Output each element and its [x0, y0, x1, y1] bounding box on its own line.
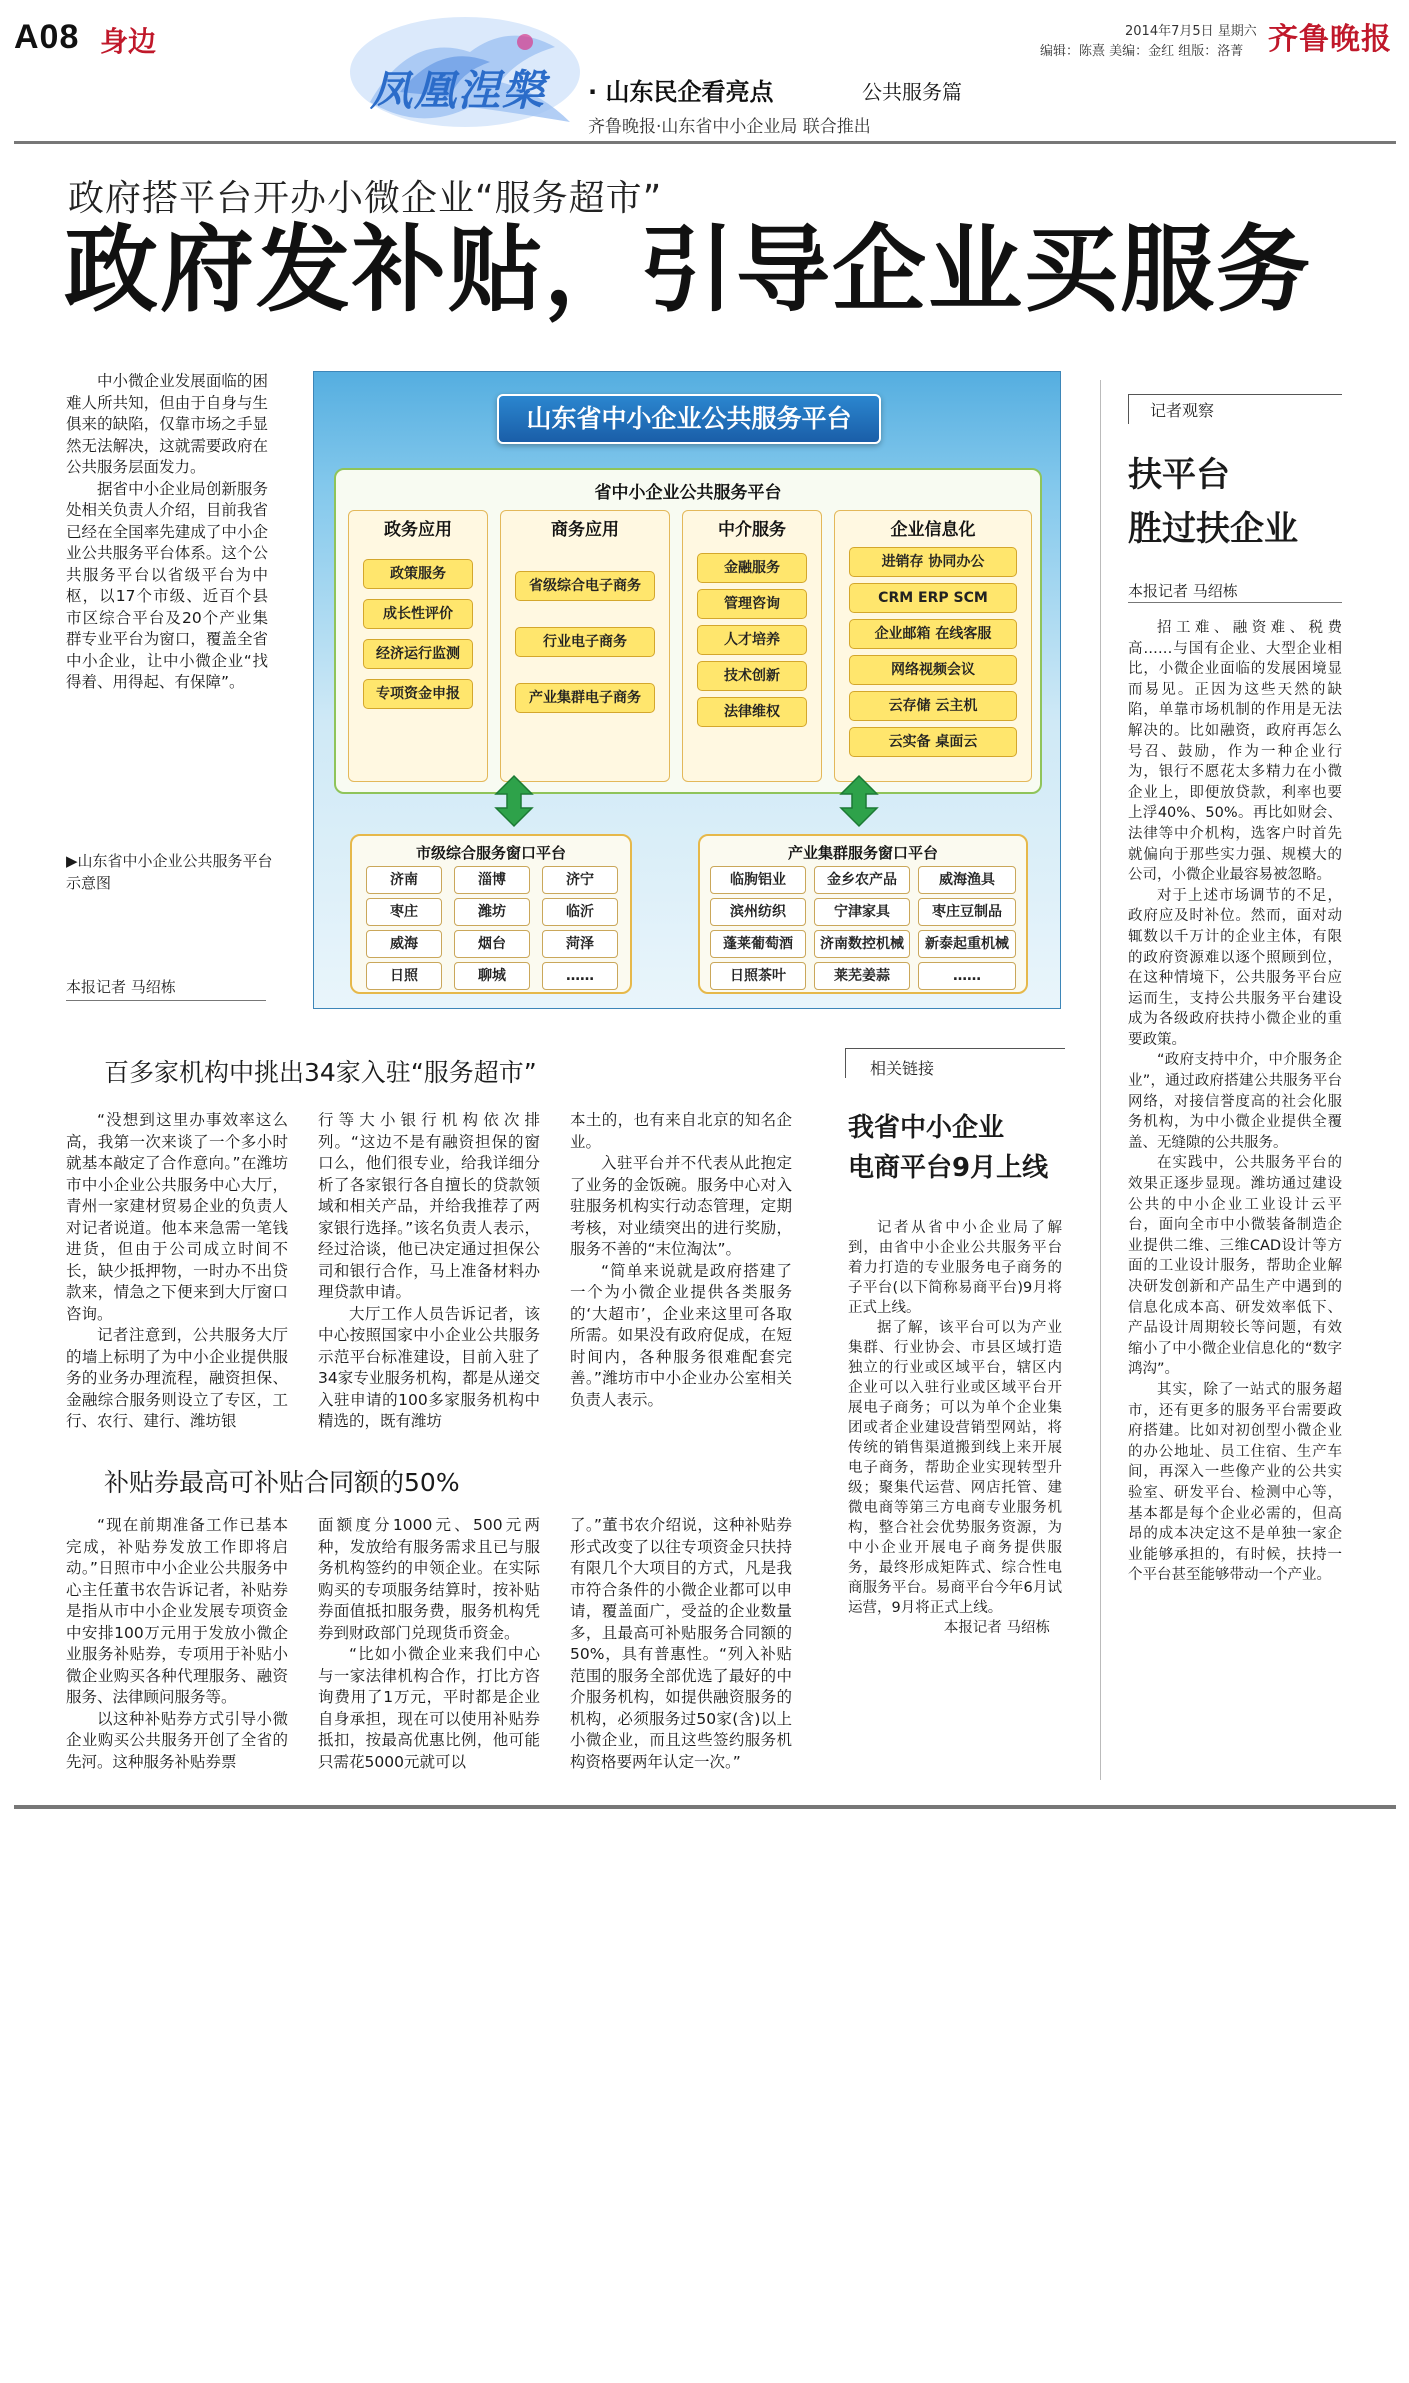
diagram-item: 省级综合电子商务: [515, 571, 655, 601]
commentary-paragraph: 招工难、融资难、税费高……与国有企业、大型企业相比，小微企业面临的发展困境显而易见。正因为这些天然的缺陷，单靠市场机制的作用是无法解决的。比如融资，政府再怎么号召、鼓励，作为一种企业行为，银行不愿花太多精力在小微企业上，即便放贷款，利率也要上浮40%、50%。再比如财会、法律等中介机构，选客户时首先就偏向于那些实力强、规模大的公司，小微企业最容易被忽略。: [1128, 620, 1342, 884]
cluster-cell: 莱芜姜蒜: [814, 962, 910, 990]
related-paragraph: 据了解，该平台可以为产业集群、行业协会、市县区域打造独立的行业或区域平台，辖区内企业可以入驻行业或区域平台开展电子商务；可以为单个企业集团或者企业建设营销型网站，将传统的销售渠道搬到线上来开展电子商务，帮助企业实现转型升级；聚集代运营、网店托管、建微电商等第三方电商专业服务机构，整合社会优势服务资源，为中小企业开展电子商务提供服务，最终形成矩阵式、综合性电商服务平台。易商平台今年6月试运营，9月将正式上线。: [848, 1320, 1062, 1616]
intro-paragraph: 中小微企业发展面临的困难人所共知，但由于自身与生俱来的缺陷，仅靠市场之手显然无法解决，这就需要政府在公共服务层面发力。: [66, 372, 268, 476]
cluster-cell: 蓬莱葡萄酒: [710, 930, 806, 958]
article-column: [570, 1110, 792, 1411]
city-cell: 聊城: [454, 962, 530, 990]
related-headline: [848, 1108, 1048, 1188]
article-paragraph: “现在前期准备工作已基本完成，补贴券发放工作即将启动。”日照市中小企业公共服务中心主任董书农告诉记者，补贴券是指从市中小企业发展专项资金中安排100万元用于发放小微企业服务补贴券，专项用于补贴小微企业购买各种代理服务、融资服务、法律顾问服务等。: [66, 1516, 288, 1706]
column-divider: [1100, 380, 1101, 1780]
commentary-headline: [1128, 448, 1298, 556]
commentary-headline-line: 胜过扶企业: [1128, 509, 1298, 549]
commentary-headline-line: 扶平台: [1128, 455, 1230, 495]
diagram-item: 进销存 协同办公: [849, 547, 1017, 577]
column-business-apps: [500, 510, 670, 782]
diagram-item: 管理咨询: [697, 589, 807, 619]
cluster-cell: 临朐铝业: [710, 866, 806, 894]
footer-rule: [14, 1805, 1396, 1809]
city-cell: 威海: [366, 930, 442, 958]
article-paragraph: “没想到这里办事效率这么高，我第一次来谈了一个多小时就基本敲定了合作意向。”在潍坊市中小企业公共服务中心大厅，青州一家建材贸易企业的负责人对记者说道。他本来急需一笔钱进货，但由于公司成立时间不长，缺少抵押物，一时办不出贷款来，情急之下便来到大厅窗口咨询。: [66, 1111, 288, 1323]
intro-byline: 本报记者 马绍栋: [66, 978, 176, 996]
headline-kicker: 政府搭平台开办小微企业“服务超市”: [68, 178, 663, 219]
city-cell: 菏泽: [542, 930, 618, 958]
column-enterprise-it: [834, 510, 1032, 782]
section-heading: 补贴券最高可补贴合同额的50%: [104, 1468, 460, 1497]
commentary-paragraph: “政府支持中介，中介服务企业”，通过政府搭建公共服务平台网络，对接信誉度高的社会化服务机构，为中小微企业提供全覆盖、无缝隙的公共服务。: [1128, 1052, 1342, 1151]
platform-diagram: [313, 371, 1061, 1009]
series-subtitle: 公共服务篇: [862, 80, 962, 104]
column-intermediary-services: [682, 510, 822, 782]
double-arrow-icon: [839, 774, 879, 828]
intro-paragraph: 据省中小企业局创新服务处相关负责人介绍，目前我省已经在全国率先建成了中小企业公共服务平台体系。这个公共服务平台以省级平台为中枢，以17个市级、近百个县市区综合平台及20个产业集群专业平台为窗口，覆盖全省中小企业，让中小微企业“找得着、用得起、有保障”。: [66, 479, 268, 691]
related-paragraph: 记者从省中小企业局了解到，由省中小企业公共服务平台着力打造的专业服务电子商务的子平台(以下简称易商平台)9月将正式上线。: [848, 1220, 1062, 1316]
provincial-platform-panel: [334, 468, 1042, 794]
cooperation-line: 齐鲁晚报·山东省中小企业局 联合推出: [588, 117, 871, 137]
article-paragraph: “比如小微企业来我们中心与一家法律机构合作，打比方咨询费用了1万元，平时都是企业自身承担，现在可以使用补贴券抵扣，按最高优惠比例，他可能只需花5000元就可以: [318, 1645, 540, 1771]
article-paragraph: 行等大小银行机构依次排列。“这边不是有融资担保的窗口么，他们很专业，给我详细分析了各家银行各自擅长的贷款领域和相关产品，并给我推荐了两家银行选择。”该名负责人表示，经过洽谈，他已决定通过担保公司和银行合作，马上准备材料办理贷款申请。: [318, 1111, 540, 1301]
column-head: 中介服务: [718, 520, 786, 540]
article-paragraph: 面额度分1000元、500元两种，发放给有服务需求且已与服务机构签约的申领企业。在实际购买的专项服务结算时，按补贴券面值抵扣服务费，服务机构凭券到财政部门兑现货币资金。: [318, 1516, 540, 1642]
city-window-panel: [350, 834, 632, 994]
diagram-item: 行业电子商务: [515, 627, 655, 657]
cluster-cell: 威海渔具: [918, 866, 1016, 894]
article-column: [66, 1110, 288, 1433]
city-cell: 枣庄: [366, 898, 442, 926]
city-cell: 淄博: [454, 866, 530, 894]
related-text: [848, 1218, 1062, 1638]
cluster-window-panel: [698, 834, 1028, 994]
divider: [1128, 602, 1342, 603]
article-paragraph: 以这种补贴券方式引导小微企业购买公共服务开创了全省的先河。这种服务补贴券票: [66, 1709, 288, 1771]
related-headline-line: 我省中小企业: [848, 1113, 1005, 1143]
diagram-item: CRM ERP SCM: [849, 583, 1017, 613]
city-cell: 济宁: [542, 866, 618, 894]
masthead-rule: [14, 141, 1396, 144]
article-paragraph: 本土的，也有来自北京的知名企业。: [570, 1111, 792, 1151]
cluster-panel-label: 产业集群服务窗口平台: [787, 844, 938, 862]
city-cell: ……: [542, 962, 618, 990]
diagram-item: 金融服务: [697, 553, 807, 583]
cluster-cell: 金乡农产品: [814, 866, 910, 894]
related-tag: 相关链接: [870, 1059, 935, 1078]
diagram-item: 云实备 桌面云: [849, 727, 1017, 757]
issue-date: 2014年7月5日 星期六: [1125, 24, 1257, 39]
city-panel-label: 市级综合服务窗口平台: [415, 844, 566, 862]
column-government-apps: [348, 510, 488, 782]
cluster-cell: ……: [918, 962, 1016, 990]
diagram-item: 成长性评价: [363, 599, 473, 629]
diagram-item: 法律维权: [697, 697, 807, 727]
city-cell: 临沂: [542, 898, 618, 926]
editors-credit: 编辑：陈熹 美编：金红 组版：洛菁: [1040, 44, 1244, 59]
article-paragraph: “简单来说就是政府搭建了一个为小微企业提供各类服务的‘大超市’，企业来这里可各取所需。如果没有政府促成，在短时间内，各种服务很难配套完善。”潍坊市中小企业办公室相关负责人表示。: [570, 1261, 792, 1409]
commentary-text: [1128, 618, 1342, 1586]
double-arrow-icon: [494, 774, 534, 828]
article-column: [570, 1515, 792, 1773]
commentary-byline: 本报记者 马绍栋: [1128, 582, 1238, 600]
related-headline-line: 电商平台9月上线: [848, 1153, 1049, 1183]
article-paragraph: 入驻平台并不代表从此抱定了业务的金饭碗。服务中心对入驻服务机构实行动态管理，定期考核，对业绩突出的进行奖励，服务不善的“末位淘汰”。: [570, 1154, 792, 1258]
main-headline: 政府发补贴，引导企业买服务: [64, 216, 1313, 325]
article-column: [66, 1515, 288, 1773]
commentary-paragraph: 在实践中，公共服务平台的效果正逐步显现。潍坊通过建设公共的中小企业工业设计云平台，面向全市中小微装备制造企业提供二维、三维CAD设计等方面的工业设计服务，帮助企业解决研发创新和产品生产中遇到的信息化成本高、研发效率低下、产品设计周期较长等问题，有效缩小了中小微企业信息化的“数字鸿沟”。: [1128, 1155, 1342, 1378]
article-column: [318, 1110, 540, 1433]
commentary-paragraph: 对于上述市场调节的不足，政府应及时补位。然而，面对动辄数以千万计的企业主体，有限的政府资源难以逐个照顾到位，在这种情境下，公共服务平台应运而生，支持公共服务平台建设成为各级政府扶持小微企业的重要政策。: [1128, 887, 1342, 1048]
cluster-cell: 枣庄豆制品: [918, 898, 1016, 926]
article-paragraph: 记者注意到，公共服务大厅的墙上标明了为中小企业提供服务的业务办理流程，融资担保、金融综合服务则设立了专区，工行、农行、建行、潍坊银: [66, 1326, 288, 1430]
article-paragraph: 了。”董书农介绍说，这种补贴券形式改变了以往专项资金只扶持有限几个大项目的方式，凡是我市符合条件的小微企业都可以申请，覆盖面广，受益的企业数量多，且最高可补贴服务合同额的50%，具有普惠性。“列入补贴范围的服务全部优选了最好的中介服务机构，如提供融资服务的机构，必须服务过50家(含)以上小微企业，而且这些签约服务机构资格要两年认定一次。”: [570, 1516, 792, 1771]
intro-text: [66, 371, 268, 694]
provincial-platform-label: 省中小企业公共服务平台: [594, 483, 782, 503]
page-code: A08: [14, 18, 80, 56]
cluster-cell: 宁津家具: [814, 898, 910, 926]
diagram-item: 经济运行监测: [363, 639, 473, 669]
city-cell: 济南: [366, 866, 442, 894]
article-paragraph: 大厅工作人员告诉记者，该中心按照国家中小企业公共服务示范平台标准建设，目前入驻了34家专业服务机构，都是从递交入驻申请的100多家服务机构中精选的，既有潍坊: [318, 1304, 540, 1430]
column-head: 商务应用: [551, 520, 619, 540]
cluster-cell: 日照茶叶: [710, 962, 806, 990]
divider: [66, 1000, 266, 1001]
diagram-item: 产业集群电子商务: [515, 683, 655, 713]
diagram-item: 云存储 云主机: [849, 691, 1017, 721]
commentary-paragraph: 其实，除了一站式的服务超市，还有更多的服务平台需要政府搭建。比如对初创型小微企业的办公地址、员工住宿、生产车间，再深入一些像产业的公共实验室、研发平台、检测中心等，基本都是每个企业必需的，但高昂的成本决定这不是单独一家企业能够承担的，有时候，扶持一个平台甚至能够带动一个产业。: [1128, 1381, 1342, 1584]
diagram-item: 网络视频会议: [849, 655, 1017, 685]
newspaper-logo: 齐鲁晚报: [1268, 22, 1392, 57]
article-column: [318, 1515, 540, 1773]
city-cell: 潍坊: [454, 898, 530, 926]
diagram-item: 人才培养: [697, 625, 807, 655]
banner-calligraphy: 凤凰涅槃: [370, 66, 547, 115]
diagram-item: 企业邮箱 在线客服: [849, 619, 1017, 649]
cluster-cell: 滨州纺织: [710, 898, 806, 926]
section-heading: 百多家机构中挑出34家入驻“服务超市”: [104, 1058, 537, 1087]
diagram-caption: ▶山东省中小企业公共服务平台示意图: [66, 852, 273, 892]
series-title: · 山东民企看亮点: [588, 78, 774, 106]
column-head: 企业信息化: [890, 520, 976, 540]
city-cell: 烟台: [454, 930, 530, 958]
cluster-cell: 新泰起重机械: [918, 930, 1016, 958]
cluster-cell: 济南数控机械: [814, 930, 910, 958]
related-byline: 本报记者 马绍栋: [943, 1620, 1050, 1636]
diagram-item: 技术创新: [697, 661, 807, 691]
diagram-item: 政策服务: [363, 559, 473, 589]
commentary-tag: 记者观察: [1150, 401, 1215, 420]
section-name: 身边: [100, 25, 157, 58]
column-head: 政务应用: [384, 520, 452, 540]
diagram-title: 山东省中小企业公共服务平台: [497, 394, 881, 444]
diagram-item: 专项资金申报: [363, 679, 473, 709]
city-cell: 日照: [366, 962, 442, 990]
